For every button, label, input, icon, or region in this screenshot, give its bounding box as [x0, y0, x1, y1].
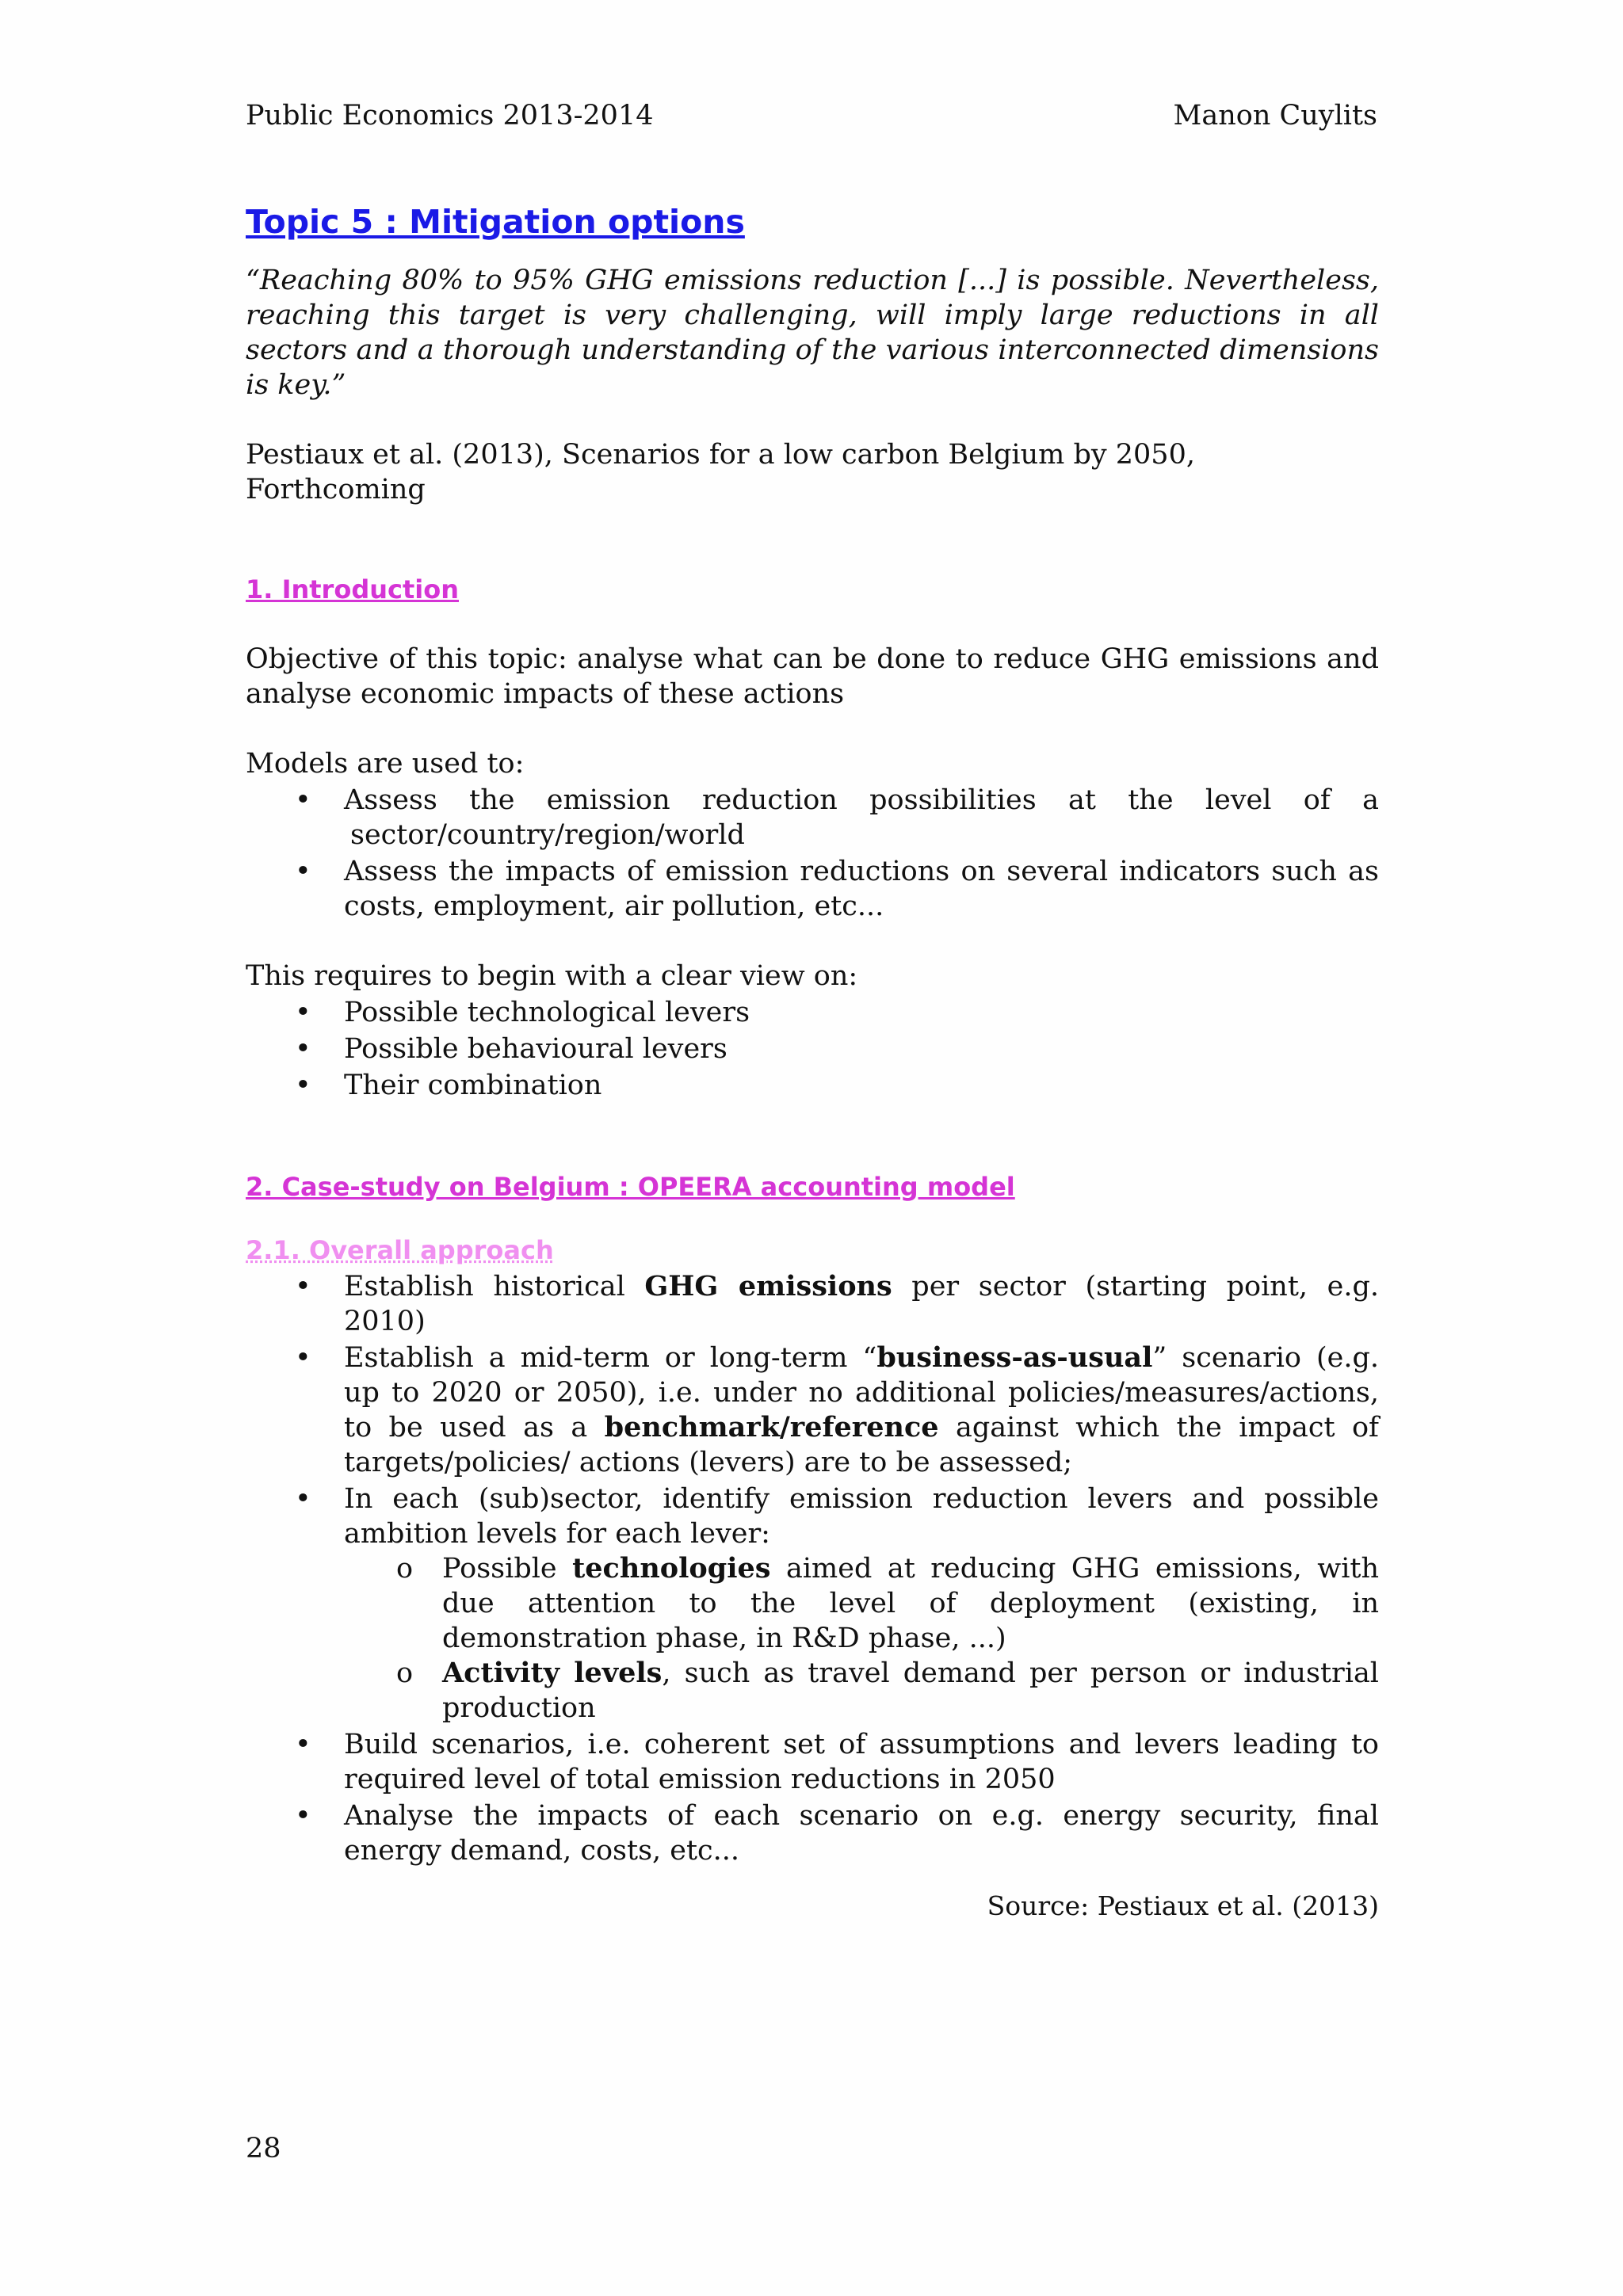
list-item: [246, 783, 1379, 852]
approach-bullet-2-bold-bau: business-as-usual: [876, 1341, 1153, 1374]
approach-bullet-2-text-mid: ” scenario (e.g. up to 2020 or 2050), i.e. under no additional policies/measures/actions, to be used as a: [344, 1342, 1379, 1444]
models-bullet-2: Assess the impacts of emission reductions on several indicators such as costs, employment, air pollution, etc...: [344, 856, 1379, 922]
source-note: Source: Pestiaux et al. (2013): [987, 1890, 1379, 1921]
page-content: [246, 198, 1379, 1924]
list-item: [246, 854, 1379, 924]
section-2-heading[interactable]: 2. Case-study on Belgium : OPEERA accounting model: [246, 1172, 1015, 1202]
models-list: [246, 783, 1379, 924]
list-item: [246, 1341, 1379, 1480]
page-number: 28: [246, 2133, 281, 2164]
list-item: [246, 1032, 1379, 1066]
sub-bullet-1-text: Possible: [442, 1553, 573, 1585]
approach-bullet-2-bold-benchmark: benchmark/reference: [604, 1411, 939, 1444]
requires-intro: This requires to begin with a clear view on:: [246, 960, 858, 992]
sub-bullet-2-bold: Activity levels: [442, 1657, 663, 1689]
list-item: [246, 1068, 1379, 1103]
requires-bullet-3: Their combination: [344, 1070, 602, 1101]
approach-list: [246, 1269, 1379, 1868]
approach-bullet-3-text: In each (sub)sector, identify emission reduction levers and possible ambition levels for each lever:: [344, 1483, 1379, 1550]
requires-bullet-1: Possible technological levers: [344, 997, 750, 1028]
approach-bullet-4-text: Build scenarios, i.e. coherent set of assumptions and levers leading to required level of total emission reductions in 2050: [344, 1729, 1379, 1795]
list-item: [246, 1482, 1379, 1726]
list-item: [246, 995, 1379, 1030]
approach-bullet-2-text: Establish a mid-term or long-term “: [344, 1342, 877, 1374]
requires-bullet-2: Possible behavioural levers: [344, 1033, 727, 1065]
approach-bullet-1-text: Establish historical: [344, 1271, 645, 1302]
list-item: [246, 1269, 1379, 1339]
list-item: [246, 1798, 1379, 1868]
sublist-item: [344, 1656, 1379, 1726]
list-item: [246, 1727, 1379, 1797]
approach-bullet-5-text: Analyse the impacts of each scenario on e.g. energy security, final energy demand, costs, etc...: [344, 1800, 1379, 1867]
approach-bullet-1-bold: GHG emissions: [644, 1270, 892, 1302]
sub-bullet-1-bold: technologies: [572, 1552, 771, 1585]
opening-quote: “Reaching 80% to 95% GHG emissions reduction [...] is possible. Nevertheless, reaching this target is very challenging, will imply large reductions in all sectors and a thorough understanding of the various interconnected dimensions is key.”: [246, 265, 1379, 401]
approach-bullet-2-text-end: against which the impact of targets/policies/ actions (levers) are to be assessed;: [344, 1412, 1380, 1478]
header-course-title: Public Economics 2013-2014: [246, 100, 654, 132]
sub-bullet-1-text-end: aimed at reducing GHG emissions, with due attention to the level of deployment (existing, in demonstration phase, in R&D phase, ...): [442, 1553, 1379, 1654]
models-bullet-1: • Assess the emission reduction possibilities at the level of a: [344, 784, 1379, 816]
page-title[interactable]: Topic 5 : Mitigation options: [246, 203, 745, 241]
objective-paragraph: Objective of this topic: analyse what can be done to reduce GHG emissions and analyse economic impacts of these actions: [246, 643, 1379, 710]
header-author: Manon Cuylits: [1173, 100, 1377, 132]
sublist-item: [344, 1551, 1379, 1656]
levers-sublist: [344, 1551, 1379, 1726]
requires-list: [246, 995, 1379, 1103]
approach-bullet-1-text-end: per sector (starting point, e.g. 2010): [344, 1271, 1379, 1337]
section-1-heading[interactable]: 1. Introduction: [246, 574, 459, 605]
page-header: [246, 98, 1377, 133]
models-bullet-1-cont: sector/country/region/world: [350, 819, 745, 851]
quote-citation: Pestiaux et al. (2013), Scenarios for a low carbon Belgium by 2050, Forthcoming: [246, 439, 1195, 505]
section-2-1-heading[interactable]: 2.1. Overall approach: [246, 1235, 554, 1265]
sub-bullet-2-text-end: , such as travel demand per person or industrial production: [442, 1657, 1380, 1724]
models-intro: Models are used to:: [246, 748, 525, 780]
